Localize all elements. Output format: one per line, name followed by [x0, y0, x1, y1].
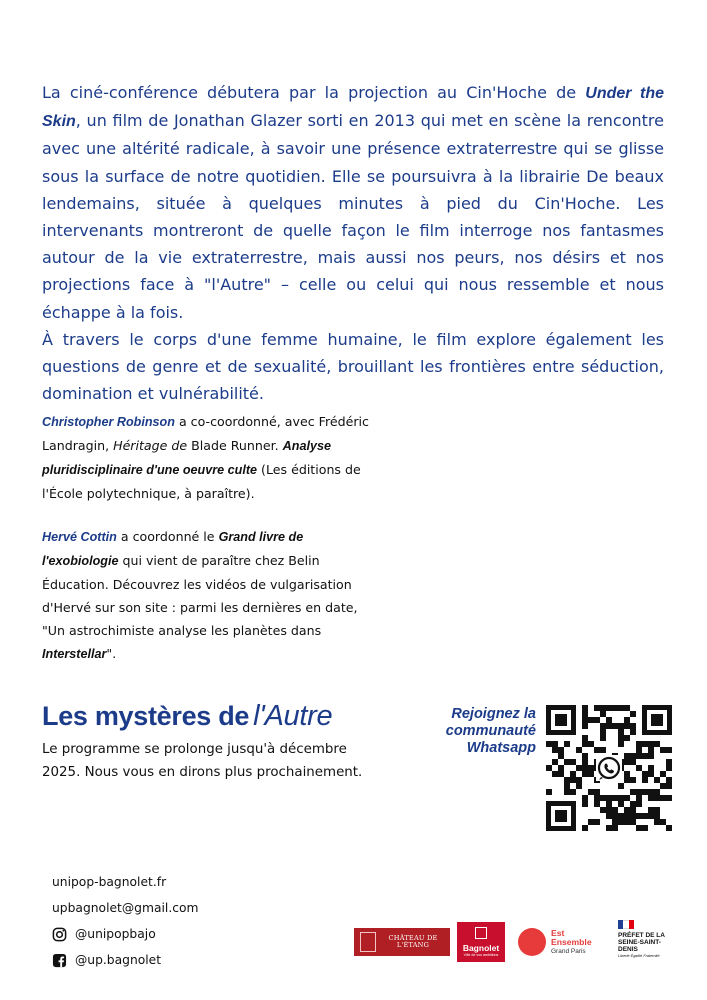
qr-module: [648, 765, 654, 771]
whatsapp-cta: Rejoignez la communauté Whatsapp: [445, 706, 536, 756]
qr-module: [618, 741, 624, 747]
qr-module: [564, 759, 570, 765]
qr-module: [630, 753, 636, 759]
qr-module: [642, 825, 648, 831]
qr-module: [606, 825, 612, 831]
qr-module: [582, 771, 588, 777]
qr-module: [630, 777, 636, 783]
qr-module: [600, 723, 606, 729]
qr-module: [666, 825, 672, 831]
instagram-link[interactable]: @unipopbajo: [52, 921, 199, 947]
qr-module: [582, 825, 588, 831]
qr-module: [594, 819, 600, 825]
qr-module: [654, 741, 660, 747]
qr-module: [600, 729, 606, 735]
qr-module: [624, 771, 630, 777]
qr-module: [618, 813, 624, 819]
email-link[interactable]: upbagnolet@gmail.com: [52, 901, 199, 915]
qr-module: [582, 801, 588, 807]
qr-module: [570, 759, 576, 765]
facebook-link[interactable]: @up.bagnolet: [52, 947, 199, 973]
qr-module: [654, 813, 660, 819]
qr-module: [552, 759, 558, 765]
qr-module: [642, 789, 648, 795]
qr-module: [594, 747, 600, 753]
qr-module: [600, 711, 606, 717]
qr-module: [660, 783, 666, 789]
qr-module: [624, 735, 630, 741]
facebook-icon: [52, 953, 67, 968]
qr-module: [576, 765, 582, 771]
qr-module: [582, 795, 588, 801]
qr-module: [576, 747, 582, 753]
qr-module: [570, 789, 576, 795]
qr-module: [564, 783, 570, 789]
qr-module: [606, 723, 612, 729]
qr-module: [636, 741, 642, 747]
qr-module: [606, 705, 612, 711]
qr-module: [618, 801, 624, 807]
contact-list: [52, 869, 199, 973]
qr-module: [558, 765, 564, 771]
qr-module: [666, 747, 672, 753]
qr-module: [600, 807, 606, 813]
qr-module: [594, 801, 600, 807]
qr-module: [588, 819, 594, 825]
qr-module: [570, 771, 576, 777]
qr-module: [636, 801, 642, 807]
series-title: Les mystères de l'Autre: [42, 700, 333, 732]
series-note: Le programme se prolonge jusqu'à décembre 2025. Nous vous en dirons plus prochainement.: [42, 742, 363, 780]
qr-module: [636, 813, 642, 819]
qr-module: [600, 795, 606, 801]
qr-module: [582, 705, 588, 711]
qr-module: [630, 711, 636, 717]
qr-module: [546, 765, 552, 771]
qr-module: [618, 783, 624, 789]
qr-module: [648, 753, 654, 759]
qr-module: [624, 819, 630, 825]
qr-module: [624, 723, 630, 729]
qr-module: [612, 825, 618, 831]
qr-module: [624, 813, 630, 819]
speaker-name: Christopher Robinson: [42, 415, 175, 429]
qr-module: [642, 741, 648, 747]
qr-module: [594, 717, 600, 723]
qr-module: [552, 741, 558, 747]
qr-module: [582, 765, 588, 771]
qr-module: [630, 801, 636, 807]
bio-herve-cottin: Hervé Cottin a coordonné le Grand livre de l'exobiologie qui vient de paraître chez Belin Éducation. Découvrez les vidéos de vulgarisation d'Hervé sur son site : parmi les dernières en date, "Un astrochimiste analyse les planètes dans Interstellar".: [42, 529, 358, 661]
qr-module: [630, 819, 636, 825]
qr-module: [582, 735, 588, 741]
qr-module: [552, 771, 558, 777]
qr-module: [612, 795, 618, 801]
qr-module: [546, 789, 552, 795]
qr-module: [648, 789, 654, 795]
qr-module: [564, 789, 570, 795]
qr-module: [636, 753, 642, 759]
qr-module: [642, 753, 648, 759]
qr-module: [618, 705, 624, 711]
qr-module: [606, 717, 612, 723]
qr-module: [606, 801, 612, 807]
qr-module: [630, 759, 636, 765]
qr-module: [606, 813, 612, 819]
qr-module: [630, 723, 636, 729]
qr-module: [648, 741, 654, 747]
est-ensemble-logo: Est Ensemble Grand Paris: [518, 926, 608, 958]
qr-module: [648, 795, 654, 801]
main-description: [42, 79, 664, 407]
intro-paragraph: La ciné-conférence débutera par la projection au Cin'Hoche de Under the Skin, un film de Jonathan Glazer sorti en 2013 qui met en scène la rencontre avec une altérité radicale, à savoir une présence extraterrestre qui se glisse sous la surface de notre quotidien. Elle se poursuivra à la librairie De beaux lendemains, située à quelques minutes à pied du Cin'Hoche. Les intervenants montreront de quelle façon le film interroge nos fantasmes autour de la vie extraterrestre, mais aussi nos peurs, nos désirs et nos projections face à "l'Autre" – celle ou celui qui nous ressemble et nous échappe à la fois.: [42, 83, 664, 322]
qr-module: [612, 705, 618, 711]
qr-module: [630, 789, 636, 795]
qr-module: [582, 753, 588, 759]
qr-module: [624, 717, 630, 723]
qr-module: [582, 723, 588, 729]
qr-module: [588, 717, 594, 723]
qr-module: [582, 759, 588, 765]
qr-module: [612, 807, 618, 813]
qr-module: [660, 795, 666, 801]
qr-module: [600, 705, 606, 711]
qr-module: [618, 723, 624, 729]
qr-module: [654, 795, 660, 801]
qr-module: [618, 729, 624, 735]
qr-module: [588, 789, 594, 795]
qr-module: [552, 747, 558, 753]
qr-module: [660, 771, 666, 777]
prefet-seine-saint-denis-logo: PRÉFET DE LA SEINE-SAINT-DENIS Liberté Égalité Fraternité: [618, 920, 678, 968]
qr-module: [588, 741, 594, 747]
second-paragraph: À travers le corps d'une femme humaine, le film explore également les questions de genre et de sexualité, brouillant les frontières entre séduction, domination et vulnérabilité.: [42, 329, 664, 404]
qr-module: [600, 735, 606, 741]
qr-module: [630, 813, 636, 819]
qr-module: [564, 741, 570, 747]
qr-module: [666, 777, 672, 783]
qr-module: [582, 717, 588, 723]
qr-module: [612, 813, 618, 819]
qr-module: [630, 729, 636, 735]
qr-module: [606, 807, 612, 813]
qr-module: [636, 825, 642, 831]
qr-module: [624, 807, 630, 813]
qr-module: [630, 807, 636, 813]
qr-module: [666, 795, 672, 801]
qr-module: [642, 771, 648, 777]
qr-module: [546, 741, 552, 747]
qr-module: [666, 783, 672, 789]
qr-module: [588, 771, 594, 777]
qr-module: [618, 819, 624, 825]
qr-module: [570, 777, 576, 783]
whatsapp-qr-code[interactable]: [546, 705, 672, 831]
qr-module: [660, 819, 666, 825]
qr-module: [576, 783, 582, 789]
qr-module: [654, 819, 660, 825]
instagram-icon: [52, 927, 67, 942]
qr-module: [648, 747, 654, 753]
speaker-name: Hervé Cottin: [42, 530, 117, 544]
qr-module: [648, 771, 654, 777]
french-flag-icon: [618, 920, 634, 929]
qr-module: [648, 807, 654, 813]
qr-module: [666, 759, 672, 765]
qr-module: [594, 795, 600, 801]
chateau-de-l-etang-logo: CHÂTEAU DE L'ÉTANG: [354, 928, 450, 956]
qr-module: [600, 747, 606, 753]
qr-module: [648, 813, 654, 819]
qr-module: [618, 795, 624, 801]
qr-module: [636, 747, 642, 753]
qr-module: [654, 807, 660, 813]
qr-module: [564, 777, 570, 783]
qr-module: [654, 789, 660, 795]
qr-module: [612, 819, 618, 825]
qr-module: [666, 765, 672, 771]
qr-module: [576, 777, 582, 783]
qr-module: [624, 753, 630, 759]
qr-module: [582, 741, 588, 747]
qr-module: [606, 795, 612, 801]
qr-module: [558, 753, 564, 759]
qr-module: [612, 723, 618, 729]
qr-module: [594, 789, 600, 795]
qr-module: [642, 777, 648, 783]
qr-module: [636, 795, 642, 801]
qr-module: [594, 705, 600, 711]
qr-module: [582, 711, 588, 717]
film-title-under-the-skin: Under the Skin: [42, 85, 664, 131]
qr-module: [558, 771, 564, 777]
qr-module: [624, 759, 630, 765]
qr-module: [654, 777, 660, 783]
bio-christopher-robinson: Christopher Robinson a co-coordonné, avec Frédéric Landragin, Héritage de Blade Runner. Analyse pluridisciplinaire d'une oeuvre culte (Les éditions de l'École polytechnique, à paraître).: [42, 414, 369, 501]
bagnolet-logo: Bagnolet Ville de vos ambitions: [457, 922, 505, 962]
qr-module: [624, 705, 630, 711]
qr-module: [642, 813, 648, 819]
qr-module: [636, 765, 642, 771]
qr-module: [588, 765, 594, 771]
qr-module: [660, 747, 666, 753]
qr-module: [624, 777, 630, 783]
qr-module: [636, 789, 642, 795]
qr-module: [624, 795, 630, 801]
qr-module: [618, 735, 624, 741]
whatsapp-icon: [596, 755, 622, 781]
qr-module: [558, 747, 564, 753]
website-link[interactable]: unipop-bagnolet.fr: [52, 875, 167, 889]
